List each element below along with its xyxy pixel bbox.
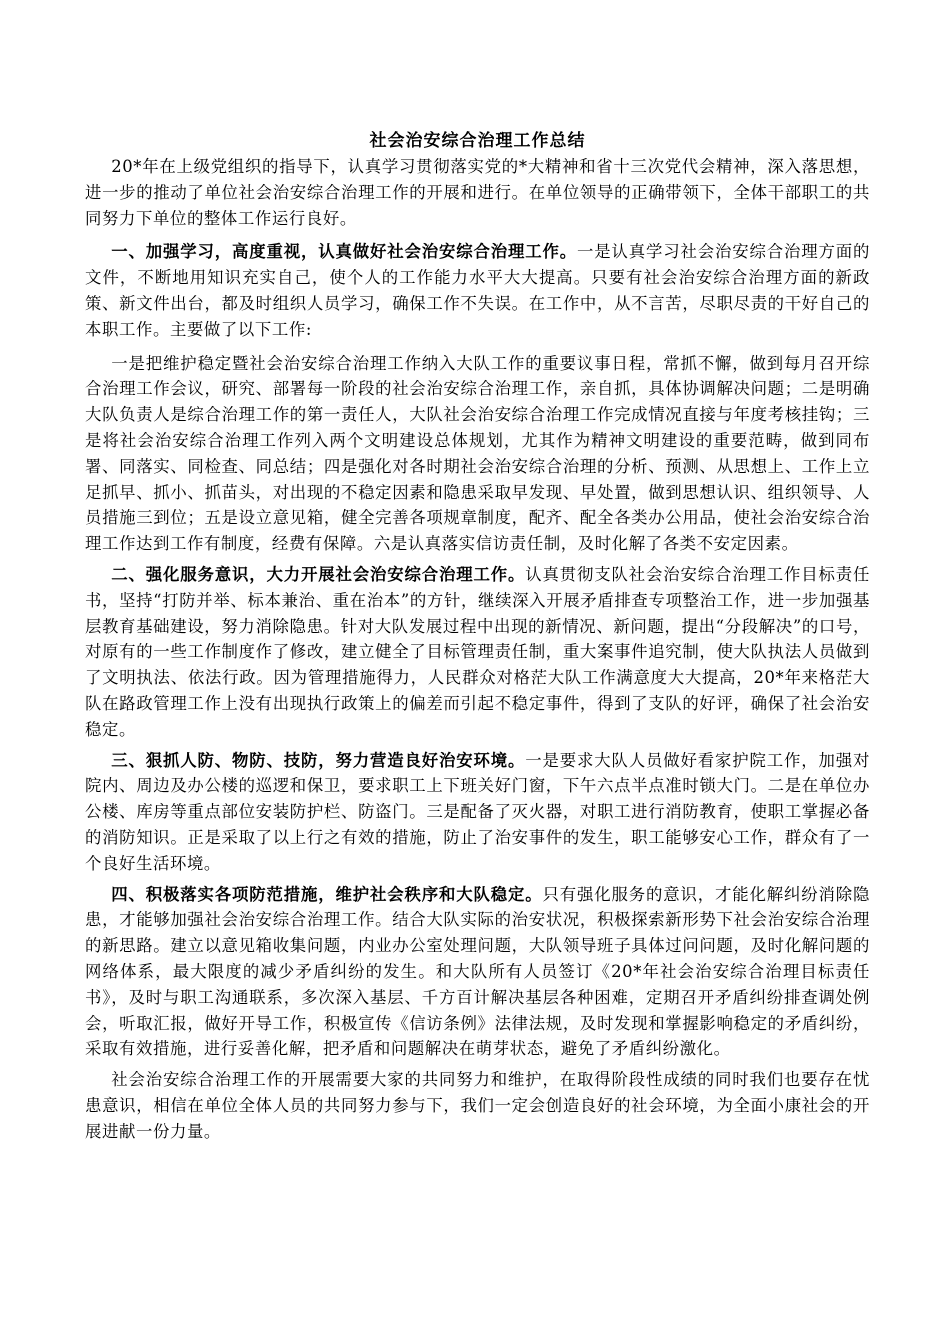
section-1-paragraph (85, 239, 870, 342)
section-1-detail-body: 一是把维护稳定暨社会治安综合治理工作纳入大队工作的重要议事日程，常抓不懈，做到每月召开综合治理工作会议，研究、部署每一阶段的社会治安综合治理工作，亲自抓，具体协调解决问题；二是明确大队负责人是综合治理工作的第一责任人，大队社会治安综合治理工作完成情况直接与年度考核挂钩；三是将社会治安综合治理工作列入两个文明建设总体规划，尤其作为精神文明建设的重要范畴，做到同布署、同落实、同检查、同总结；四是强化对各时期社会治安综合治理的分析、预测、从思想上、工作上立足抓早、抓小、抓苗头，对出现的不稳定因素和隐患采取早发现、早处置，做到思想认识、组织领导、人员措施三到位；五是设立意见箱，健全完善各项规章制度，配齐、配全各类办公用品，使社会治安综合治理工作达到工作有制度，经费有保障。六是认真落实信访责任制，及时化解了各类不安定因素。 (85, 353, 870, 554)
section-4-body: 只有强化服务的意识，才能化解纠纷消除隐患，才能够加强社会治安综合治理工作。结合大队实际的治安状况，积极探索新形势下社会治安综合治理的新思路。建立以意见箱收集问题，内业办公室处理问题，大队领导班子具体过问问题，及时化解问题的网络体系，最大限度的减少矛盾纠纷的发生。和大队所有人员签订《20*年社会治安综合治理目标责任书》，及时与职工沟通联系，多次深入基层、千方百计解决基层各种困难，定期召开矛盾纠纷排查调处例会，听取汇报，做好开导工作，积极宣传《信访条例》法律法规，及时发现和掌握影响稳定的矛盾纠纷，采取有效措施，进行妥善化解，把矛盾和问题解决在萌芽状态，避免了矛盾纠纷激化。 (85, 884, 870, 1059)
closing-paragraph: 社会治安综合治理工作的开展需要大家的共同努力和维护，在取得阶段性成绩的同时我们也要存在忧患意识，相信在单位全体人员的共同努力参与下，我们一定会创造良好的社会环境，为全面小康社会的开展进献一份力量。 (85, 1070, 870, 1141)
section-2-body: 认真贯彻支队社会治安综合治理工作目标责任书，坚持“打防并举、标本兼治、重在治本”的方针，继续深入开展矛盾排查专项整治工作，进一步加强基层教育基础建设，努力消除隐患。针对大队发展过程中出现的新情况、新问题，提出“分段解决”的口号，对原有的一些工作制度作了修改，建立健全了目标管理责任制，重大案事件追究制，使大队执法人员做到了文明执法、依法行政。因为管理措施得力，人民群众对格茫大队工作满意度大大提高，20*年来格茫大队在路政管理工作上没有出现执行政策上的偏差而引起不稳定事件，得到了支队的好评，确保了社会治安稳定。 (85, 564, 870, 739)
section-1-body: 一是认真学习社会治安综合治理方面的文件，不断地用知识充实自己，使个人的工作能力水平大大提高。只要有社会治安综合治理方面的新政策、新文件出台，都及时组织人员学习，确保工作不失误。在工作中，从不言苦，尽职尽责的干好自己的本职工作。主要做了以下工作: (85, 242, 870, 339)
section-3-body: 一是要求大队人员做好看家护院工作，加强对院内、周边及办公楼的巡逻和保卫，要求职工上下班关好门窗，下午六点半点准时锁大门。二是在单位办公楼、库房等重点部位安装防护栏、防盗门。三是配备了灭火器，对职工进行消防教育，使职工掌握必备的消防知识。正是采取了以上行之有效的措施，防止了治安事件的发生，职工能够安心工作，群众有了一个良好生活环境。 (85, 750, 870, 873)
section-4-paragraph (85, 882, 870, 1063)
document-page (85, 128, 870, 1144)
document-title: 社会治安综合治理工作总结 (369, 131, 586, 151)
section-2-heading: 二、强化服务意识，大力开展社会治安综合治理工作。 (111, 564, 526, 584)
section-3-heading: 三、狠抓人防、物防、技防，努力营造良好治安环境。 (111, 750, 526, 770)
section-1-detail-paragraph (85, 351, 870, 557)
section-1-heading: 一、加强学习，高度重视，认真做好社会治安综合治理工作。 (111, 242, 577, 262)
intro-paragraph: 20*年在上级党组织的指导下，认真学习贯彻落实党的*大精神和省十三次党代会精神，深入落思想，进一步的推动了单位社会治安综合治理工作的开展和进行。在单位领导的正确带领下，全体干部职工的共同努力下单位的整体工作运行良好。 (85, 157, 870, 228)
section-2-paragraph (85, 562, 870, 743)
section-3-paragraph (85, 748, 870, 877)
section-4-heading: 四、积极落实各项防范措施，维护社会秩序和大队稳定。 (111, 884, 543, 904)
